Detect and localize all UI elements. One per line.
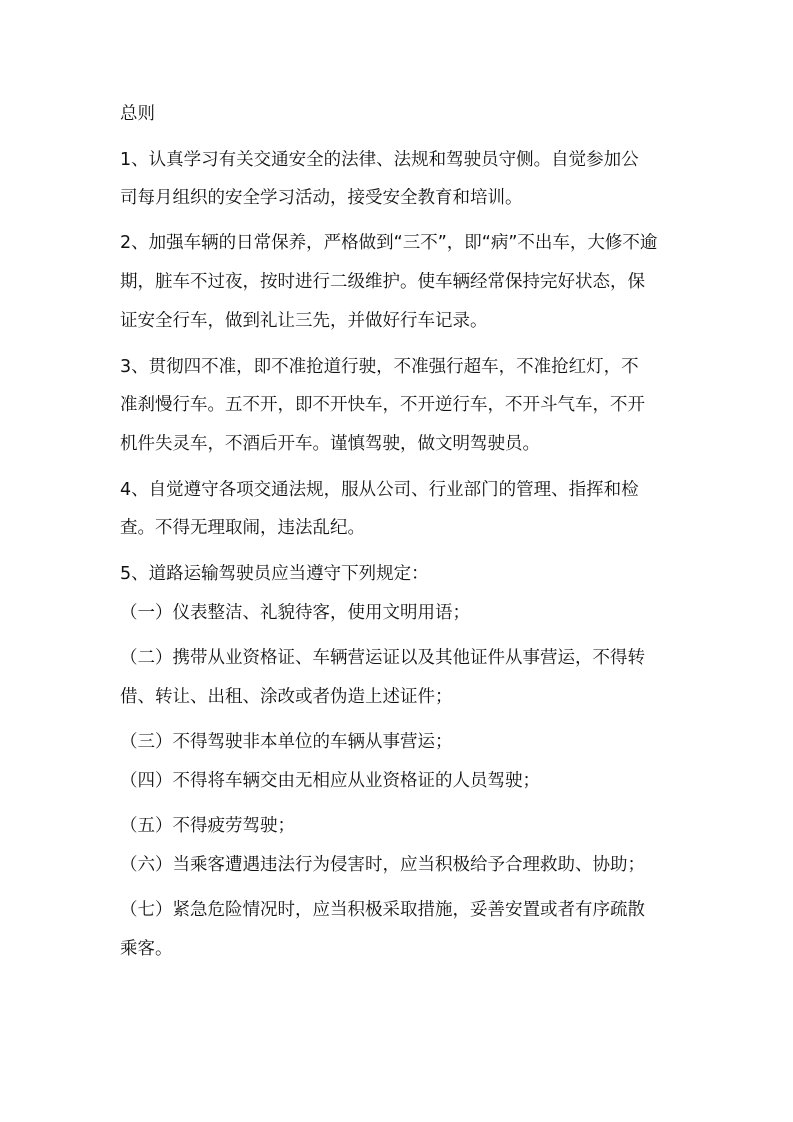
text-line-2: 司每月组织的安全学习活动，接受安全教育和培训。 xyxy=(120,188,523,208)
text-line-5: 证安全行车，做到礼让三先，并做好行车记录。 xyxy=(120,311,488,331)
text-line-13: （二）携带从业资格证、车辆营运证以及其他证件从事营运，不得转 xyxy=(120,648,645,668)
text-line-9: 4、自觉遵守各项交通法规，服从公司、行业部门的管理、指挥和检 xyxy=(120,480,639,500)
text-line-11: 5、道路运输驾驶员应当遵守下列规定： xyxy=(120,564,429,584)
text-line-7: 准刹慢行车。五不开，即不开快车，不开逆行车，不开斗气车，不开 xyxy=(120,395,645,415)
text-line-14: 借、转让、出租、涂改或者伪造上述证件； xyxy=(120,687,453,707)
document-title: 总则 xyxy=(120,104,155,124)
text-line-20: 乘客。 xyxy=(120,939,173,959)
text-line-19: （七）紧急危险情况时，应当积极采取措施，妥善安置或者有序疏散 xyxy=(120,900,645,920)
text-line-12: （一）仪表整洁、礼貌待客，使用文明用语； xyxy=(120,603,470,623)
text-line-6: 3、贯彻四不准，即不准抢道行驶，不准强行超车，不准抢红灯，不 xyxy=(120,357,639,377)
text-line-1: 1、认真学习有关交通安全的法律、法规和驾驶员守侧。自觉参加公 xyxy=(120,150,639,170)
text-line-8: 机件失灵车，不酒后开车。谨慎驾驶，做文明驾驶员。 xyxy=(120,434,540,454)
text-line-18: （六）当乘客遭遇违法行为侵害时，应当积极给予合理救助、协助； xyxy=(120,855,645,875)
text-line-4: 期，脏车不过夜，按时进行二级维护。使车辆经常保持完好状态，保 xyxy=(120,272,645,292)
text-line-10: 查。不得无理取闹，违法乱纪。 xyxy=(120,518,365,538)
text-line-3: 2、加强车辆的日常保养，严格做到“三不”，即“病”不出车，大修不逾 xyxy=(120,233,658,253)
text-line-16: （四）不得将车辆交由无相应从业资格证的人员驾驶； xyxy=(120,771,540,791)
text-line-15: （三）不得驾驶非本单位的车辆从事营运； xyxy=(120,732,453,752)
text-line-17: （五）不得疲劳驾驶； xyxy=(120,816,295,836)
